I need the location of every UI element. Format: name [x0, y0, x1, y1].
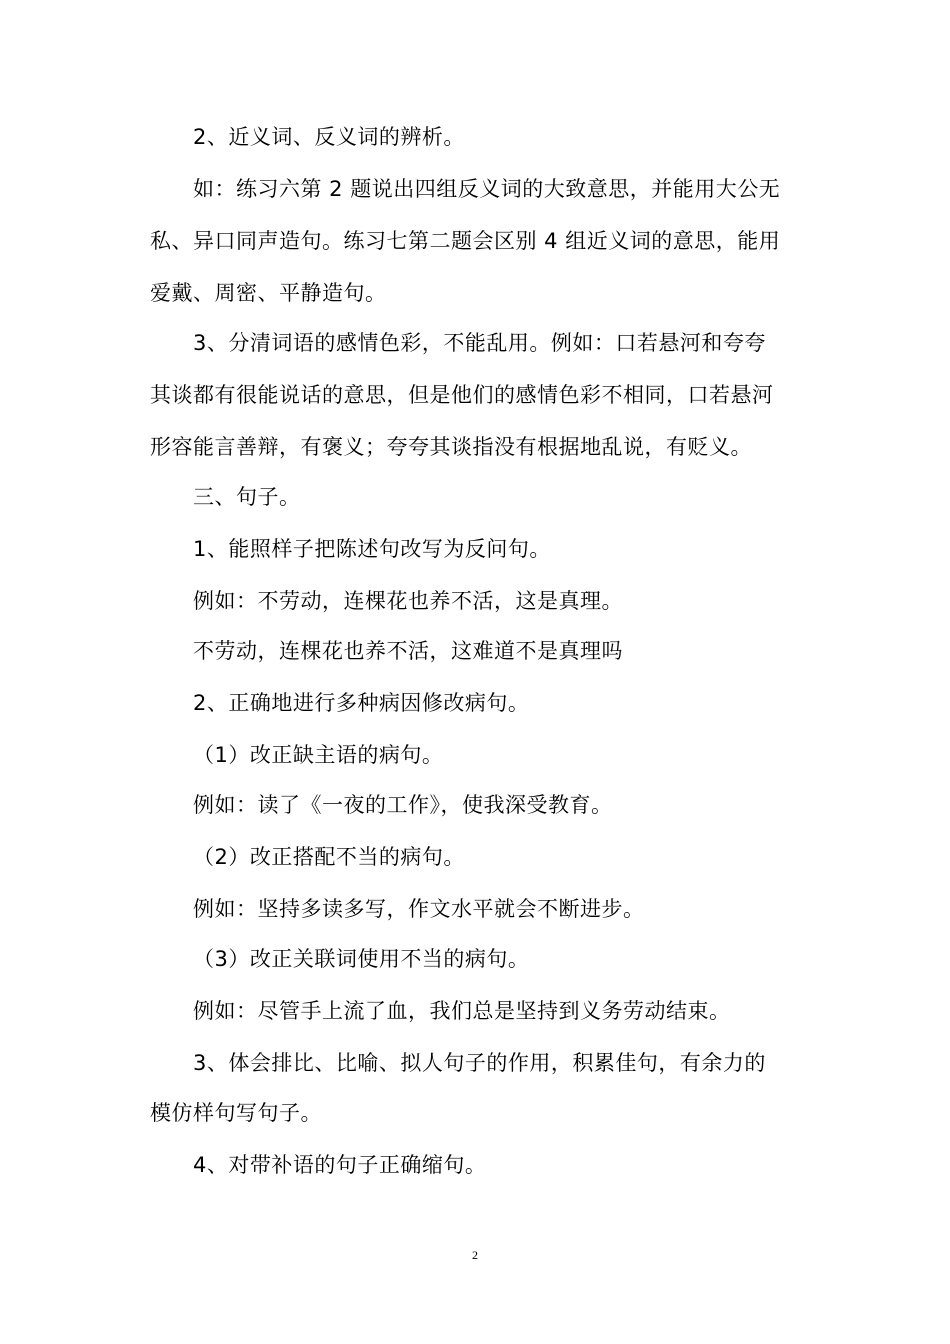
- heading-synonym-antonym: 2、近义词、反义词的辨析。: [193, 125, 465, 149]
- example-line: 例如：尽管手上流了血，我们总是坚持到义务劳动结束。: [193, 999, 731, 1023]
- example-line: 例如：读了《一夜的工作》，使我深受教育。: [193, 793, 613, 817]
- section-heading-sentences: 三、句子。: [193, 485, 301, 509]
- paragraph-line: 其谈都有很能说话的意思，但是他们的感情色彩不相同，口若悬河: [150, 383, 774, 407]
- sub-item: （2）改正搭配不当的病句。: [193, 845, 465, 869]
- paragraph-line: 3、分清词语的感情色彩，不能乱用。例如：口若悬河和夸夸: [193, 331, 766, 355]
- list-item: 1、能照样子把陈述句改写为反问句。: [193, 537, 551, 561]
- paragraph-line: 形容能言善辩，有褒义；夸夸其谈指没有根据地乱说，有贬义。: [150, 435, 752, 459]
- paragraph-line: 私、异口同声造句。练习七第二题会区别 4 组近义词的意思，能用: [150, 229, 781, 253]
- sub-item: （3）改正关联词使用不当的病句。: [193, 947, 530, 971]
- list-item: 3、体会排比、比喻、拟人句子的作用，积累佳句，有余力的: [193, 1051, 766, 1075]
- page-number: 2: [472, 1248, 478, 1262]
- paragraph-line: 爱戴、周密、平静造句。: [150, 281, 387, 305]
- paragraph-line: 模仿样句写句子。: [150, 1101, 322, 1125]
- example-line: 例如：坚持多读多写，作文水平就会不断进步。: [193, 897, 645, 921]
- example-line: 例如：不劳动，连棵花也养不活，这是真理。: [193, 589, 623, 613]
- sub-item: （1）改正缺主语的病句。: [193, 743, 444, 767]
- list-item: 2、正确地进行多种病因修改病句。: [193, 691, 530, 715]
- paragraph-line: 如：练习六第 2 题说出四组反义词的大致意思，并能用大公无: [193, 177, 781, 201]
- list-item: 4、对带补语的句子正确缩句。: [193, 1153, 487, 1177]
- example-line: 不劳动，连棵花也养不活，这难道不是真理吗: [193, 639, 623, 663]
